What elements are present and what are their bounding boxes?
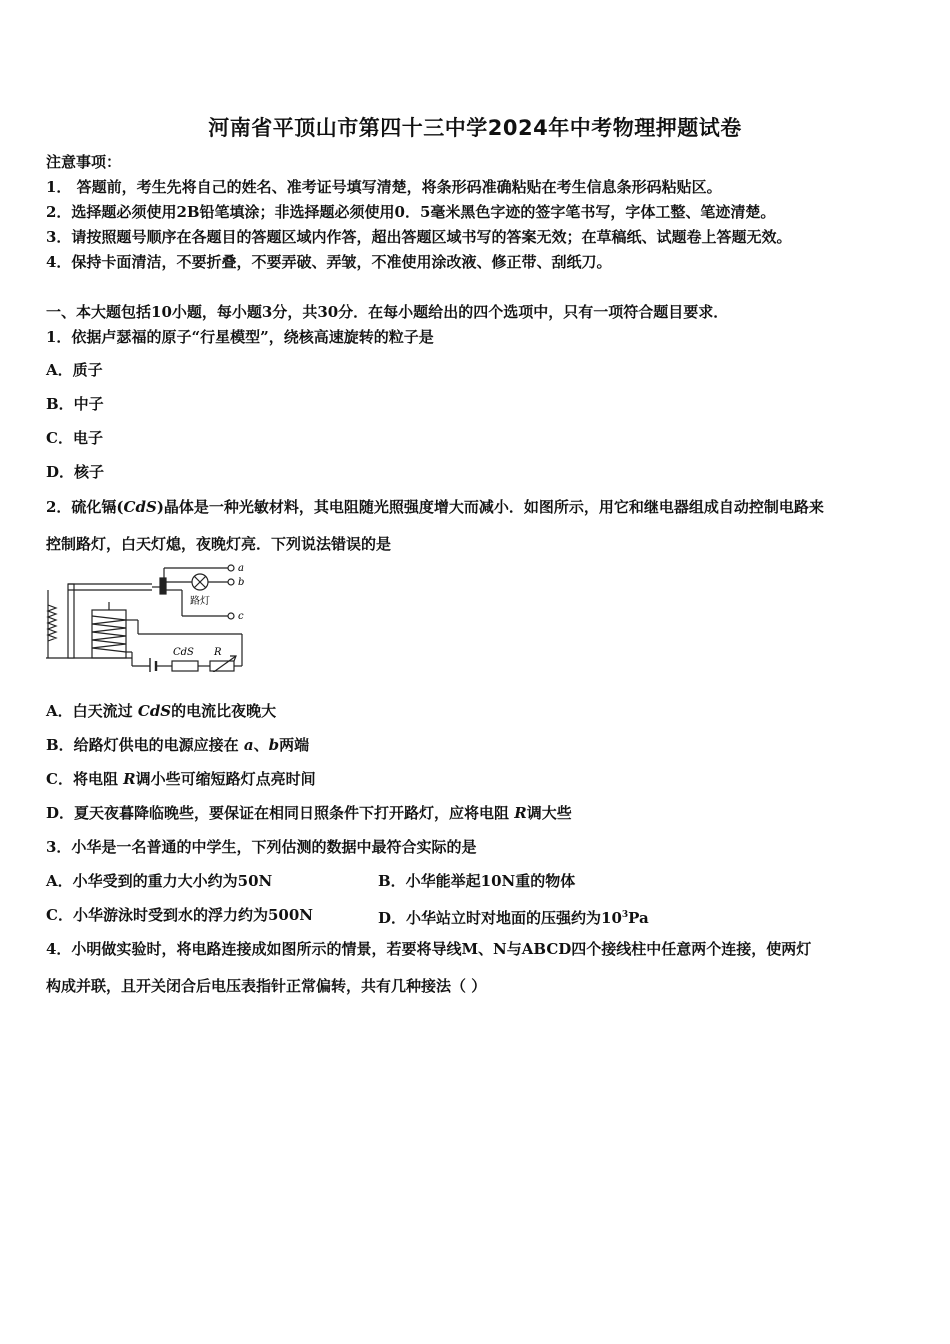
page-title: 河南省平顶山市第四十三中学2024年中考物理押题试卷: [208, 116, 742, 140]
q1-option-a: A．质子: [46, 361, 103, 379]
notice-heading: 注意事项：: [46, 153, 122, 171]
q4-stem-line1: 4．小明做实验时，将电路连接成如图所示的情景，若要将导线M、N与ABCD四个接线柱中任意两个连接，使两灯: [46, 940, 812, 958]
q2-stem-line2: 控制路灯，白天灯熄，夜晚灯亮．下列说法错误的是: [46, 535, 392, 553]
terminal-c: [228, 613, 234, 619]
q1-option-b: B．中子: [46, 395, 104, 413]
notice-item-3: 3．请按照题号顺序在各题目的答题区域内作答，超出答题区域书写的答案无效；在草稿纸、试题卷上答题无效。: [46, 228, 792, 246]
q3-option-b: B．小华能举起10N重的物体: [378, 872, 576, 890]
cds-resistor: [172, 661, 198, 671]
label-b: b: [238, 577, 245, 588]
switch-contact: [160, 578, 166, 594]
q3-option-d: D．小华站立时对地面的压强约为$10^3Pa$: [378, 909, 649, 927]
q4-stem-line2: 构成并联，且开关闭合后电压表指针正常偏转，共有几种接法（ ）: [46, 977, 487, 995]
r-label: R: [214, 647, 222, 658]
q3-option-c: C．小华游泳时受到水的浮力约为500N: [46, 906, 313, 924]
q2-stem-line1: 2．硫化镉(CdS)晶体是一种光敏材料，其电阻随光照强度增大而减小．如图所示，用它和继电器组成自动控制电路来: [46, 498, 824, 516]
q2-option-c: C．将电阻 R调小些可缩短路灯点亮时间: [46, 770, 316, 788]
q2-option-a: A．白天流过 CdS的电流比夜晚大: [46, 702, 277, 720]
terminal-a: [228, 565, 234, 571]
cds-label: CdS: [173, 647, 194, 658]
q1-option-c: C．电子: [46, 429, 103, 447]
terminal-b: [228, 579, 234, 585]
section-heading: 一、本大题包括10小题，每小题3分，共30分．在每小题给出的四个选项中，只有一项符合题目要求．: [46, 303, 729, 321]
q2-option-b: B．给路灯供电的电源应接在 a、b两端: [46, 736, 310, 754]
q3-stem: 3．小华是一名普通的中学生，下列估测的数据中最符合实际的是: [46, 838, 477, 856]
label-c: c: [238, 611, 244, 622]
notice-item-1: 1． 答题前，考生先将自己的姓名、准考证号填写清楚，将条形码准确粘贴在考生信息条形码粘贴区。: [46, 178, 722, 196]
label-a: a: [238, 563, 244, 574]
spring-icon: [48, 605, 56, 641]
q2-option-d: D．夏天夜暮降临晚些，要保证在相同日照条件下打开路灯，应将电阻 R调大些: [46, 804, 572, 822]
lamp-label: 路灯: [190, 596, 210, 607]
notice-item-4: 4．保持卡面清洁，不要折叠，不要弄破、弄皱，不准使用涂改液、修正带、刮纸刀。: [46, 253, 612, 271]
armature: [68, 584, 74, 658]
q3-option-a: A．小华受到的重力大小约为50N: [46, 872, 273, 890]
q1-option-d: D．核子: [46, 463, 105, 481]
relay-circuit-figure: [42, 560, 252, 672]
q1-stem: 1．依据卢瑟福的原子“行星模型”，绕核高速旋转的粒子是: [46, 328, 434, 346]
notice-item-2: 2．选择题必须使用2B铅笔填涂；非选择题必须使用0．5毫米黑色字迹的签字笔书写，字体工整、笔迹清楚。: [46, 203, 776, 221]
